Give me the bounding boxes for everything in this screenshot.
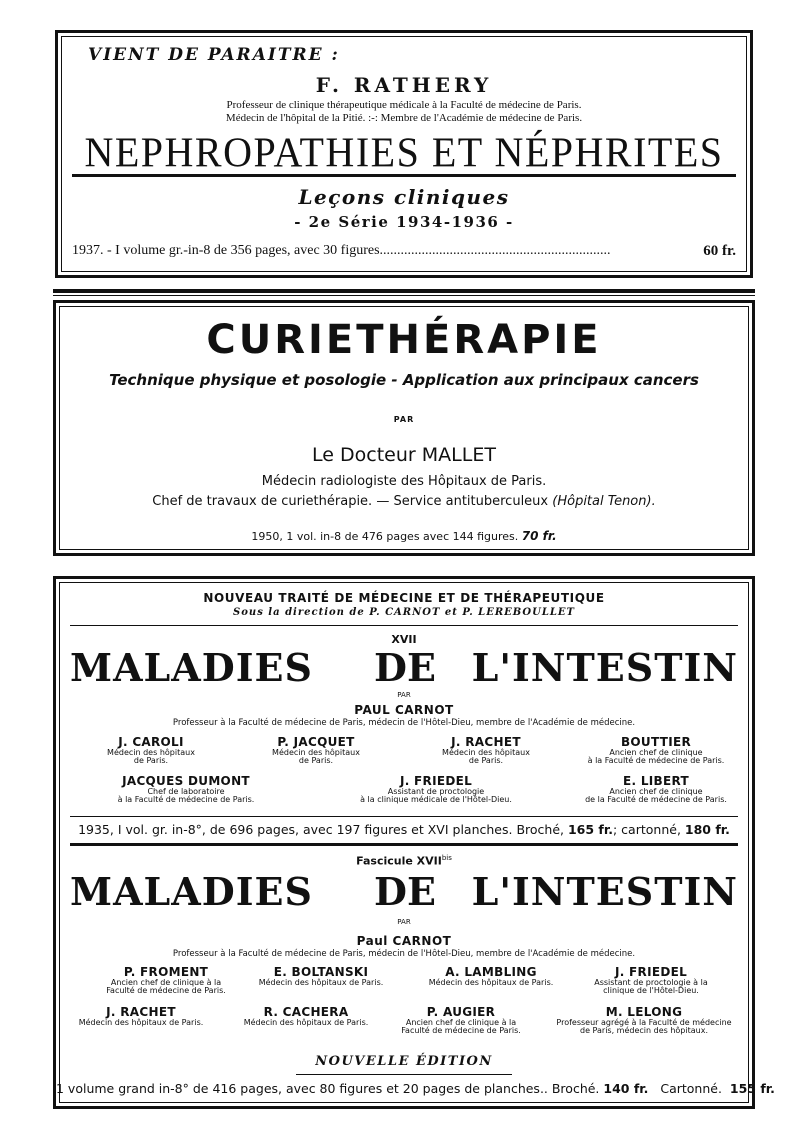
contributor-jacquet (241, 736, 391, 765)
contributor-role: de Paris. (468, 755, 504, 765)
price-broche: 165 fr. (567, 822, 613, 837)
leader-dots: .................................................................. (379, 243, 611, 258)
pub-info-text: 1950, 1 vol. in-8 de 476 pages avec 144 figures. (251, 530, 519, 543)
contributor-libert (561, 775, 751, 804)
book-subtitle: Technique physique et posologie - Application aux principaux cancers (109, 371, 699, 389)
lead-author-role: Professeur à la Faculté de médecine de Paris, médecin de l'Hôtel-Dieu, membre de l'Académie de médecine. (172, 718, 636, 728)
contributor-role: à la Faculté de médecine de Paris. (587, 755, 725, 765)
series-direction: Sous la direction de P. CARNOT et P. LEREBOULLET (233, 607, 575, 618)
title-word-2: DE (374, 645, 436, 690)
contributor-name: JACQUES DUMONT (122, 774, 250, 788)
contributor-lambling (401, 966, 581, 987)
contributor-name: E. BOLTANSKI (273, 965, 369, 979)
contributor-role: Médecin des hôpitaux (272, 747, 360, 757)
contributor-name: J. RACHET (106, 1005, 176, 1019)
volume-number: XVII (391, 633, 417, 646)
contributor-name: E. LIBERT (623, 774, 689, 788)
price-cartonne: 155 fr. (729, 1081, 775, 1096)
edition-rule (296, 1074, 512, 1075)
contributor-name: J. RACHET (451, 735, 521, 749)
vol2-pub-info (56, 1081, 775, 1096)
contributor-rachet (411, 736, 561, 765)
edition-label: NOUVELLE ÉDITION (315, 1054, 493, 1069)
contributor-name: P. FROMENT (123, 965, 209, 979)
price: 70 fr. (521, 529, 557, 543)
par: PAR (397, 691, 411, 699)
section-divider (53, 289, 755, 293)
title-word-3: L'INTESTIN (471, 869, 738, 914)
contributor-role: Assistant de proctologie à la (594, 977, 708, 987)
price-cartonne: 180 fr. (684, 822, 730, 837)
par: PAR (397, 918, 411, 926)
contributor-role: Ancien chef de clinique (609, 786, 703, 796)
contributor-role: à la Faculté de médecine de Paris. (117, 794, 255, 804)
contributor-role: Médecin des hôpitaux de Paris. (243, 1017, 369, 1027)
contributor-role: Faculté de médecine de Paris. (106, 985, 226, 995)
contributor-friedel (556, 966, 746, 995)
author-role-2-text: Chef de travaux de curiethérapie. — Service antituberculeux (152, 494, 549, 509)
contributor-role: Médecin des hôpitaux (107, 747, 195, 757)
lead-author-role: Professeur à la Faculté de médecine de Paris, médecin de l'Hôtel-Dieu, membre de l'Académie de médecine. (172, 949, 636, 959)
pub-info (56, 529, 752, 543)
author-name: Le Docteur MALLET (312, 444, 496, 466)
author-role-2 (56, 494, 752, 509)
title-word-1: MALADIES (70, 645, 313, 690)
author-role-2-place: (Hôpital Tenon). (552, 494, 656, 509)
contributor-role: Chef de laboratoire (147, 786, 225, 796)
contributor-name: P. AUGIER (426, 1005, 496, 1019)
contributor-role: Faculté de médecine de Paris. (401, 1025, 521, 1035)
contributor-role: Médecin des hôpitaux de Paris. (258, 977, 384, 987)
author-role-1: Médecin radiologiste des Hôpitaux de Paris. (261, 474, 547, 489)
contributor-role: Médecin des hôpitaux (442, 747, 530, 757)
contributor-role: Ancien chef de clinique à la (405, 1017, 517, 1027)
contributor-caroli (76, 736, 226, 765)
series: - 2e Série 1934-1936 - (294, 213, 514, 231)
cartonne-label: Cartonné. (660, 1081, 722, 1096)
title-word-2: DE (374, 869, 436, 914)
contributor-role: Médecin des hôpitaux de Paris. (428, 977, 554, 987)
header-rule (70, 625, 738, 626)
fascicule (56, 854, 752, 868)
book-title: NEPHROPATHIES ET NÉPHRITES (84, 128, 724, 177)
book-title: CURIETHÉRAPIE (206, 317, 602, 363)
contributor-augier (376, 1006, 546, 1035)
lead-author: PAUL CARNOT (354, 703, 454, 717)
fascicule-sup: bis (441, 854, 452, 862)
contributor-name: J. FRIEDEL (614, 965, 688, 979)
vol1-rule-top (70, 816, 738, 817)
contributor-role: à la clinique médicale de l'Hôtel-Dieu. (360, 794, 512, 804)
contributor-lelong (534, 1006, 754, 1035)
pub-info-text: 1935, I vol. gr. in-8°, de 696 pages, avec 197 figures et XVI planches. Broché, (78, 822, 564, 837)
contributor-role: Ancien chef de clinique à la (110, 977, 222, 987)
contributor-role: Assistant de proctologie (387, 786, 485, 796)
price: 60 fr. (703, 243, 736, 259)
contributor-dumont (86, 775, 286, 804)
contributor-role: Professeur agrégé à la Faculté de médecine (556, 1017, 732, 1027)
title-word-1: MALADIES (70, 869, 313, 914)
pub-info-text: 1 volume grand in-8° de 416 pages, avec 80 figures et 20 pages de planches.. Broché. (56, 1081, 600, 1096)
book-subtitle: Leçons cliniques (298, 185, 510, 209)
contributor-name: R. CACHERA (263, 1005, 349, 1019)
contributor-name: J. CAROLI (118, 735, 184, 749)
contributor-role: de la Faculté de médecine de Paris. (585, 794, 727, 804)
ad-mallet (53, 300, 755, 556)
ad-rathery (55, 30, 753, 278)
author-name: F. RATHERY (315, 73, 493, 97)
contributor-role: de Paris, médecin des hôpitaux. (580, 1025, 708, 1035)
contributor-cachera (221, 1006, 391, 1027)
title-word-3: L'INTESTIN (471, 645, 738, 690)
cartonne-label: ; cartonné, (613, 822, 681, 837)
par: PAR (393, 415, 415, 424)
contributor-role: Ancien chef de clinique (609, 747, 703, 757)
ad-nouveau-traite (53, 576, 775, 1109)
vol1-pub-info (56, 822, 752, 837)
pub-info-text: 1937. - I volume gr.-in-8 de 356 pages, avec 30 figures (72, 243, 380, 258)
contributor-name: M. LELONG (605, 1005, 683, 1019)
contributor-role: de Paris. (298, 755, 334, 765)
vol1-rule-bottom (70, 843, 738, 846)
title-underline (72, 174, 736, 177)
contributor-name: BOUTTIER (620, 735, 692, 749)
contributor-name: J. FRIEDEL (399, 774, 473, 788)
contributor-name: P. JACQUET (277, 735, 355, 749)
author-role-1: Professeur de clinique thérapeutique médicale à la Faculté de médecine de Paris. (226, 99, 582, 111)
author-role-2: Médecin de l'hôpital de la Pitié. :-: Membre de l'Académie de médecine de Paris. (225, 112, 583, 124)
pub-info (72, 243, 625, 259)
contributor-froment (76, 966, 256, 995)
contributor-rachet (66, 1006, 216, 1027)
contributor-role: clinique de l'Hôtel-Dieu. (603, 985, 699, 995)
lead-author: Paul CARNOT (356, 934, 452, 948)
series-header: NOUVEAU TRAITÉ DE MÉDECINE ET DE THÉRAPEUTIQUE (203, 591, 605, 605)
fascicule-text: Fascicule XVII (356, 854, 442, 868)
contributor-name: A. LAMBLING (445, 965, 537, 979)
contributor-role: Médecin des hôpitaux de Paris. (78, 1017, 204, 1027)
price-broche: 140 fr. (603, 1081, 649, 1096)
contributor-role: de Paris. (133, 755, 169, 765)
kicker: VIENT DE PARAITRE : (88, 45, 340, 65)
contributor-friedel (341, 775, 531, 804)
contributor-bouttier (566, 736, 746, 765)
contributor-boltanski (231, 966, 411, 987)
